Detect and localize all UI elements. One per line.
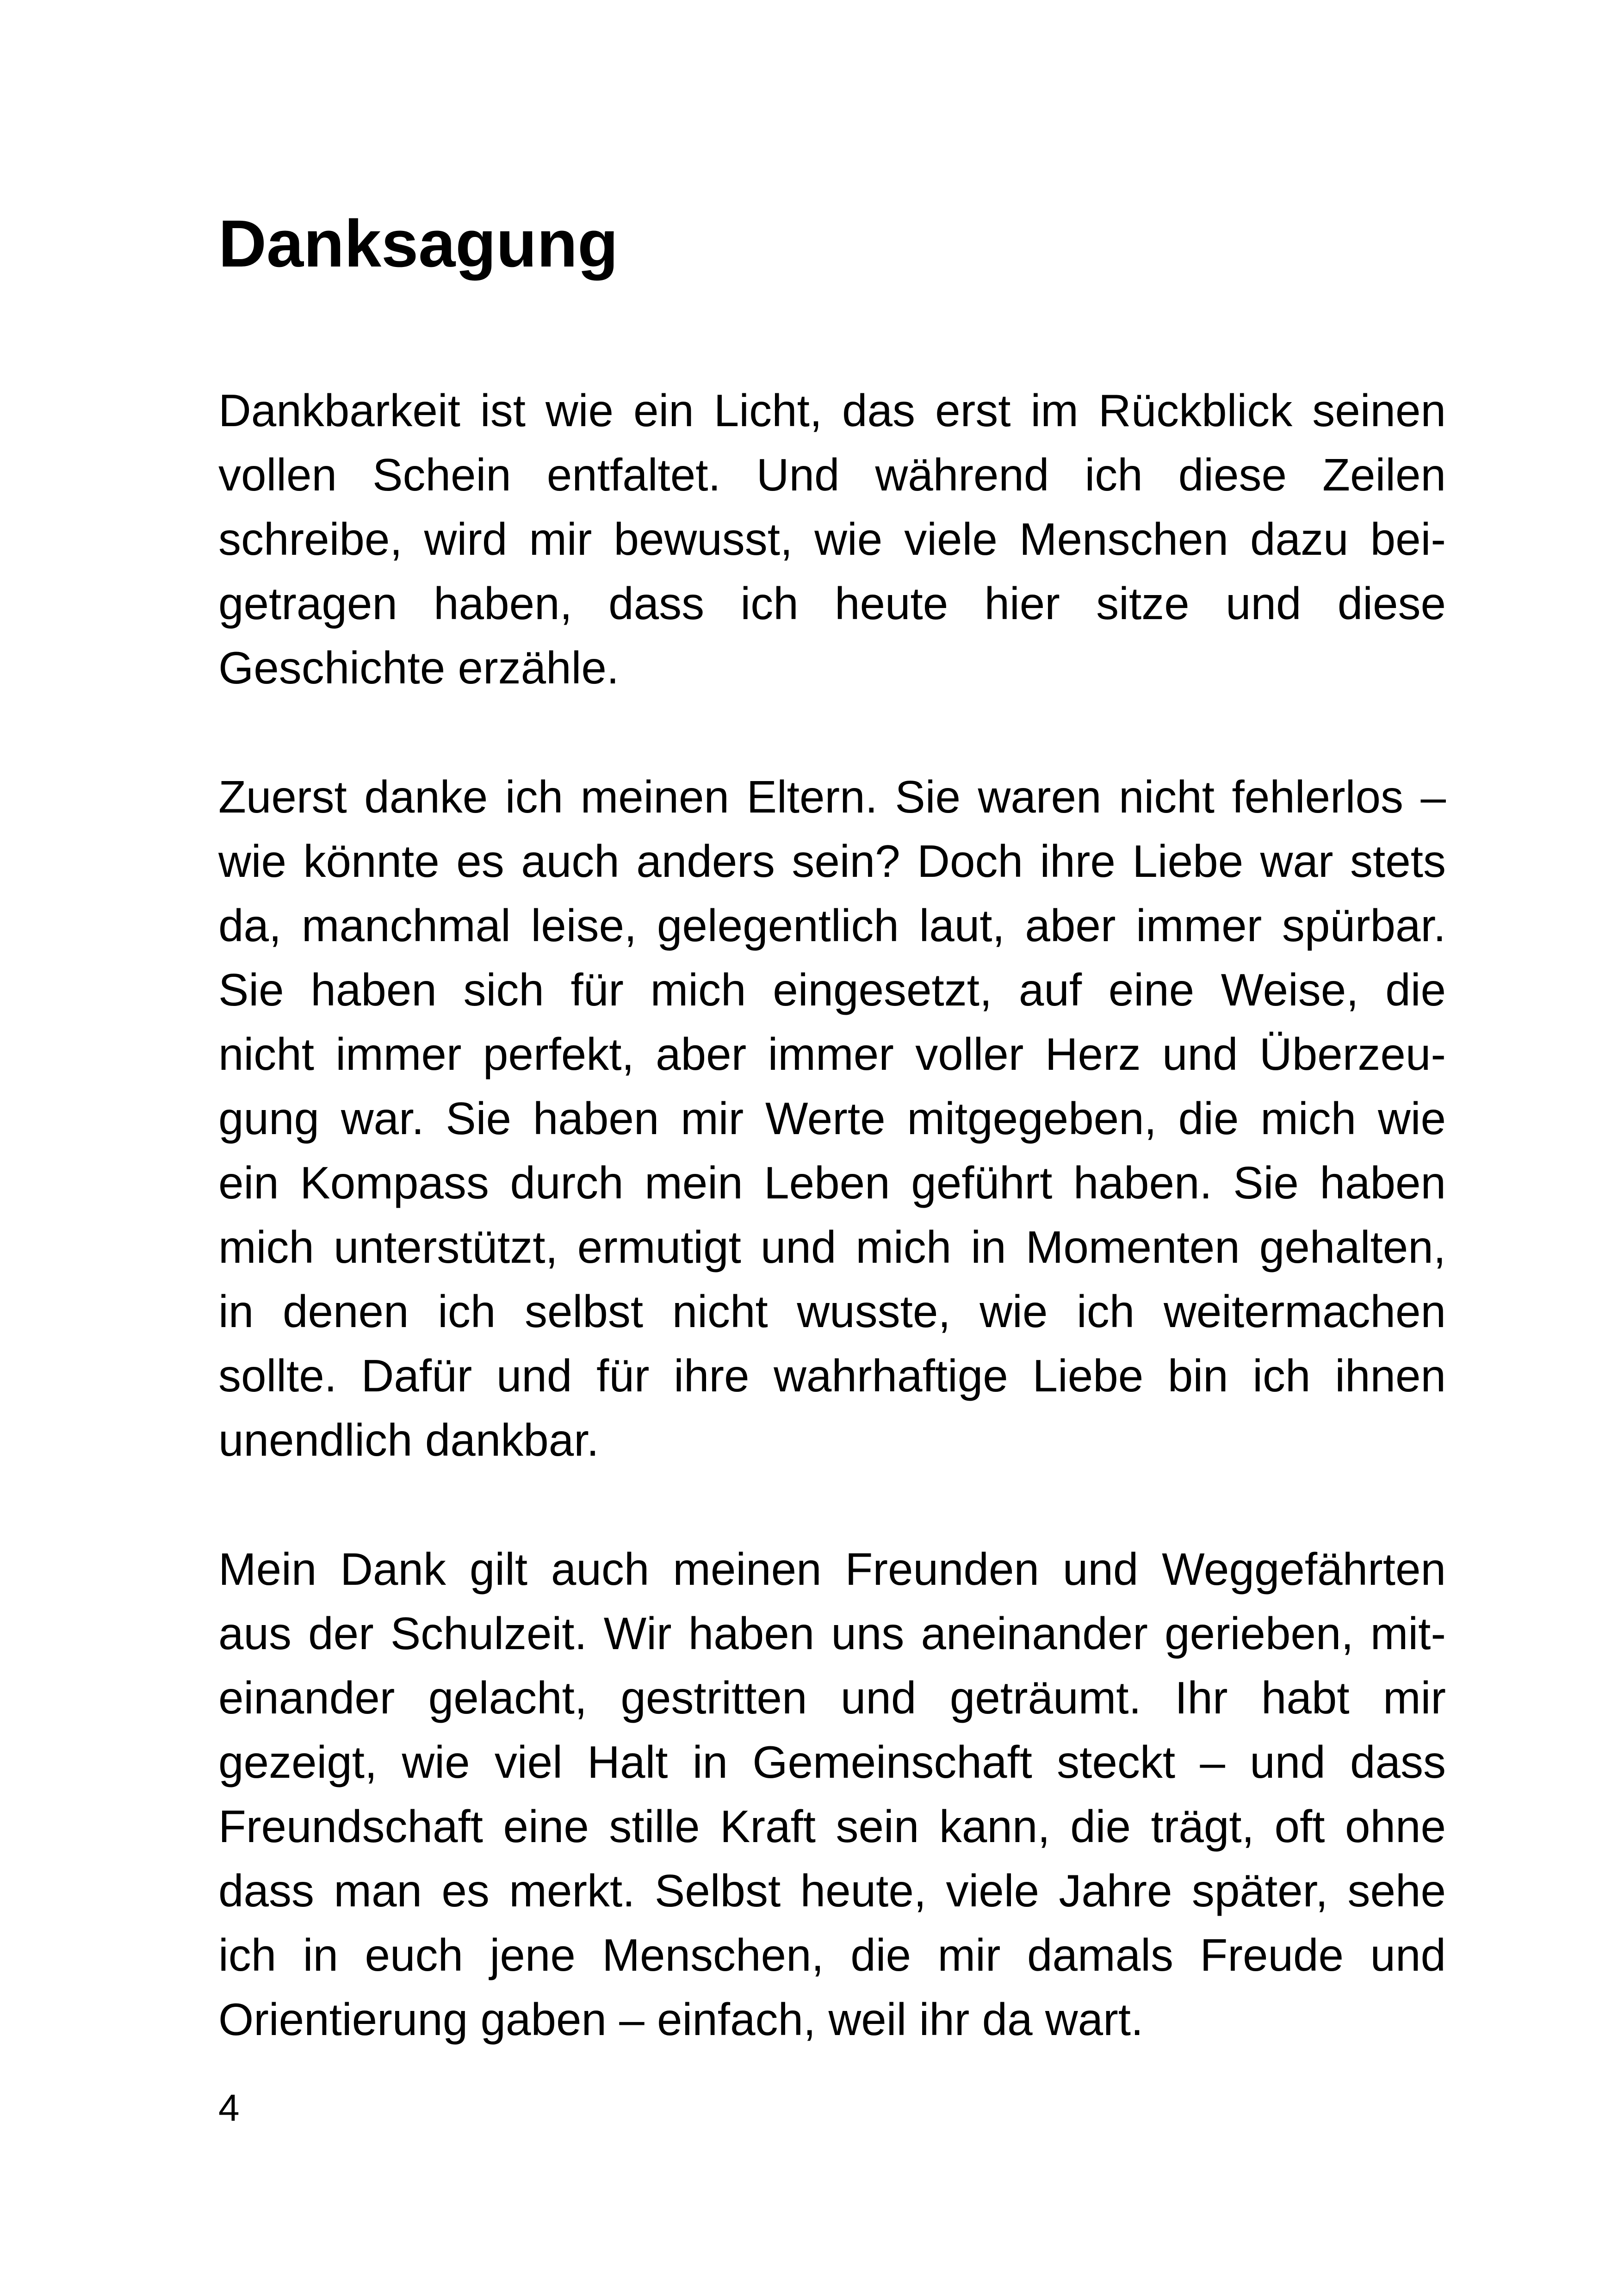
text-line: Geschichte erzähle. xyxy=(218,642,620,693)
text-line: Orientierung gaben – einfach, weil ihr da wart. xyxy=(218,1994,1144,2045)
text-line: unendlich dankbar. xyxy=(218,1415,599,1465)
page-number: 4 xyxy=(218,2087,240,2129)
paragraph-2 xyxy=(218,765,1446,1472)
text-line: Sie haben sich für mich eingesetzt, auf eine Weise, die xyxy=(218,964,1446,1015)
text-line: Mein Dank gilt auch meinen Freunden und Weggefährten xyxy=(218,1544,1446,1595)
paragraph-1 xyxy=(218,379,1446,700)
text-line: Freundschaft eine stille Kraft sein kann, die trägt, oft ohne xyxy=(218,1801,1446,1852)
text-line: mich unterstützt, ermutigt und mich in Momenten gehalten, xyxy=(218,1222,1446,1272)
text-line: Zuerst danke ich meinen Eltern. Sie waren nicht fehlerlos – xyxy=(218,771,1446,822)
text-line: da, manchmal leise, gelegentlich laut, aber immer spürbar. xyxy=(218,900,1446,951)
text-line: Dankbarkeit ist wie ein Licht, das erst im Rückblick seinen xyxy=(218,385,1446,436)
text-line: gezeigt, wie viel Halt in Gemeinschaft steckt – und dass xyxy=(218,1737,1446,1787)
text-line: vollen Schein entfaltet. Und während ich diese Zeilen xyxy=(218,449,1446,500)
text-line: schreibe, wird mir bewusst, wie viele Menschen dazu bei- xyxy=(218,514,1446,565)
text-line: wie könnte es auch anders sein? Doch ihre Liebe war stets xyxy=(218,836,1446,887)
text-line: ich in euch jene Menschen, die mir damals Freude und xyxy=(218,1930,1446,1980)
text-line: in denen ich selbst nicht wusste, wie ich weitermachen xyxy=(218,1286,1446,1337)
paragraph-3 xyxy=(218,1537,1446,2052)
text-line: dass man es merkt. Selbst heute, viele Jahre später, sehe xyxy=(218,1865,1446,1916)
text-line: sollte. Dafür und für ihre wahrhaftige Liebe bin ich ihnen xyxy=(218,1350,1446,1401)
text-line: getragen haben, dass ich heute hier sitze und diese xyxy=(218,578,1446,629)
text-line: gung war. Sie haben mir Werte mitgegeben, die mich wie xyxy=(218,1093,1446,1144)
text-line: nicht immer perfekt, aber immer voller Herz und Überzeu- xyxy=(218,1029,1446,1080)
text-line: einander gelacht, gestritten und geträumt. Ihr habt mir xyxy=(218,1672,1446,1723)
text-line: ein Kompass durch mein Leben geführt haben. Sie haben xyxy=(218,1157,1446,1208)
text-line: aus der Schulzeit. Wir haben uns aneinander gerieben, mit- xyxy=(218,1608,1446,1659)
page-title: Danksagung xyxy=(218,206,619,281)
